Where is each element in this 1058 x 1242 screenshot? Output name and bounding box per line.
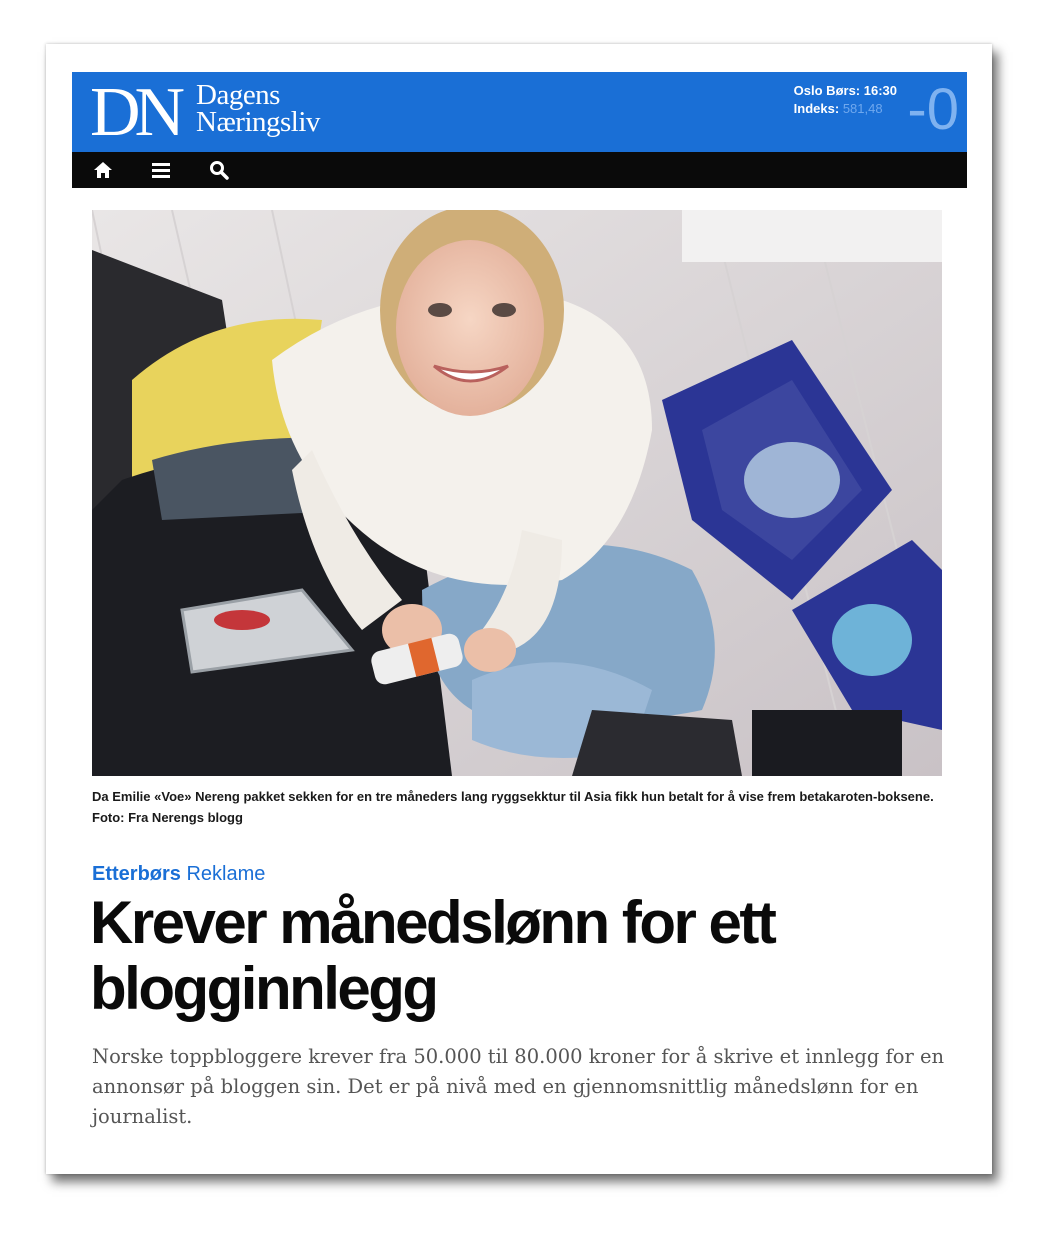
article-card	[46, 44, 992, 1174]
photo-caption: Da Emilie «Voe» Nereng pakket sekken for en tre måneders lang ryggsekktur til Asia fikk hun betalt for å vise frem betakaroten-boksene. Foto: Fra Nerengs blogg	[92, 789, 934, 825]
nav-bar	[72, 152, 967, 188]
section-link[interactable]: Etterbørs	[92, 863, 181, 885]
article-kicker	[92, 862, 265, 886]
tag-link[interactable]: Reklame	[186, 863, 266, 885]
dn-logo[interactable]: DN	[90, 74, 180, 151]
article-photo[interactable]	[92, 210, 942, 776]
home-icon[interactable]	[92, 159, 114, 181]
market-ticker[interactable]	[794, 82, 897, 118]
logo-line-2: Næringsliv	[196, 106, 320, 138]
masthead	[72, 72, 967, 152]
index-label: Indeks:	[793, 101, 840, 116]
article-lede: Norske toppbloggere krever fra 50.000 til 80.000 kroner for å skrive et innlegg for en annonsør på bloggen sin. Det er på nivå med en gjennomsnittlig månedslønn for en journalist.	[92, 1045, 945, 1128]
article-headline[interactable]: Krever månedslønn for ett blogginnlegg	[90, 889, 775, 1022]
index-value: 581,48	[842, 101, 883, 116]
index-row	[794, 100, 897, 118]
menu-icon[interactable]	[150, 159, 172, 181]
logo-line-1: Dagens	[196, 79, 280, 111]
logo-wordmark[interactable]	[196, 79, 320, 138]
market-time: Oslo Børs: 16:30	[793, 83, 897, 98]
photo-illustration	[92, 210, 942, 776]
search-icon[interactable]	[208, 159, 230, 181]
index-change: -0	[907, 77, 959, 142]
